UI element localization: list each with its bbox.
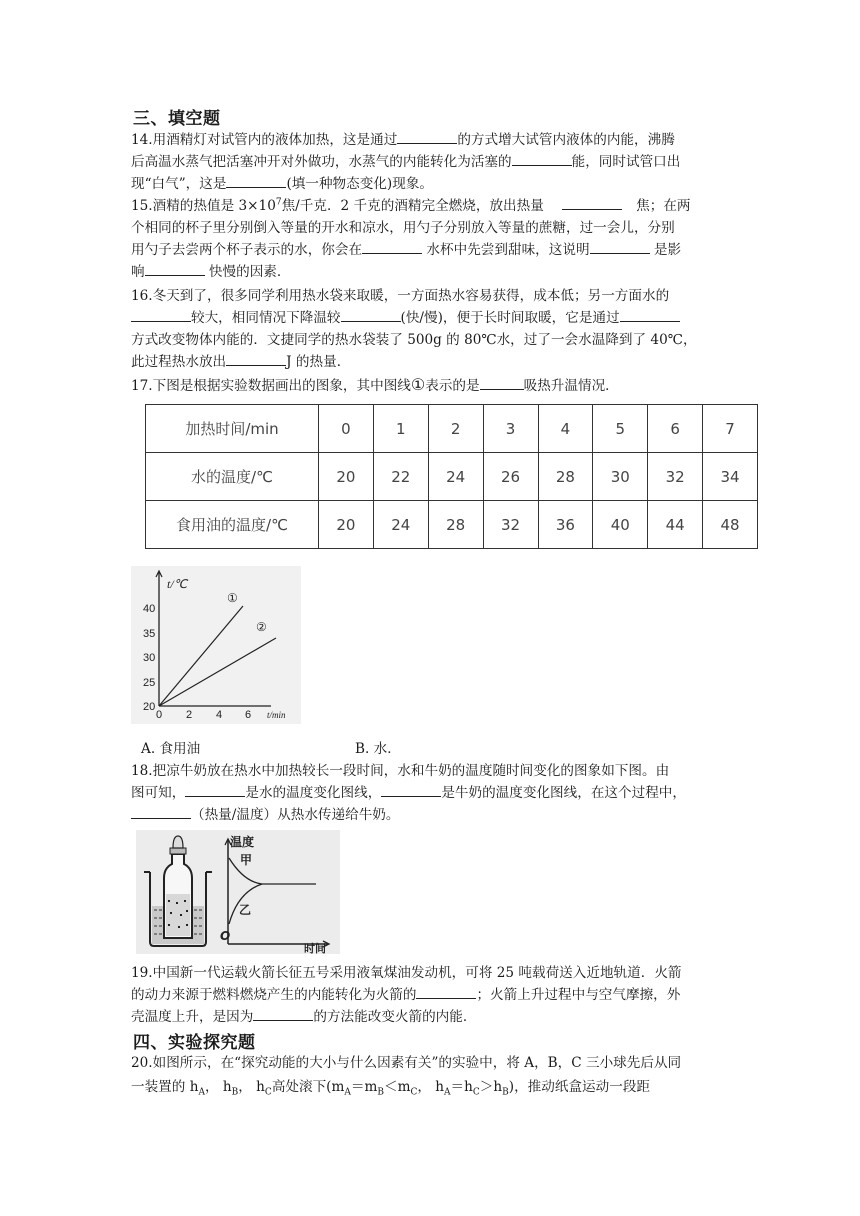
x-tick-label: 0 xyxy=(156,709,163,721)
table-cell: 32 xyxy=(483,501,538,549)
line-1-label: ① xyxy=(227,591,238,605)
answer-blank[interactable] xyxy=(590,239,650,254)
table-cell: 2 xyxy=(428,405,483,453)
y-tick-label: 20 xyxy=(143,701,156,713)
q18-line-2: 图可知， 是水的温度变化图线， 是牛奶的温度变化图线，在这个过程中， xyxy=(131,782,686,804)
q20-line-1: 20.如图所示，在“探究动能的大小与什么因素有关”的实验中，将 A，B，C 三小球先后从同 xyxy=(131,1055,682,1071)
q14-line-2: 后高温水蒸气把活塞冲开对外做功，水蒸气的内能转化为活塞的 能，同时试管口出 xyxy=(131,151,680,173)
line-2-label: ② xyxy=(256,620,267,634)
q17-line-1: 17.下图是根据实验数据画出的图象，其中图线①表示的是 吸热升温情况． xyxy=(131,375,619,394)
y-tick-label: 35 xyxy=(143,628,156,640)
table-cell: 5 xyxy=(593,405,648,453)
heating-milk-figure xyxy=(136,830,340,954)
answer-blank[interactable] xyxy=(480,375,524,390)
table-cell: 0 xyxy=(319,405,374,453)
option-a[interactable]: A. 食用油 xyxy=(141,741,201,757)
answer-blank[interactable] xyxy=(131,804,191,819)
table-cell: 4 xyxy=(538,405,593,453)
x-tick-label: 6 xyxy=(245,709,252,721)
table-cell: 28 xyxy=(538,453,593,501)
graph-background xyxy=(131,566,301,724)
q19-line-3: 壳温度上升，是因为 的方法能改变火箭的内能． xyxy=(131,1006,476,1028)
figure-x-label: 时间 xyxy=(304,942,326,954)
q15-line-2: 个相同的杯子里分别倒入等量的开水和凉水，用勺子分别放入等量的蔗糖，过一会儿，分别 xyxy=(131,220,675,236)
table-cell: 30 xyxy=(593,453,648,501)
q16-line-1: 16.冬天到了，很多同学利用热水袋来取暖，一方面热水容易获得，成本低；另一方面水的 xyxy=(131,288,670,304)
table-cell: 34 xyxy=(703,453,758,501)
table-cell: 24 xyxy=(428,453,483,501)
table-row xyxy=(146,405,758,453)
answer-blank[interactable] xyxy=(131,307,191,322)
answer-blank[interactable] xyxy=(145,261,205,276)
answer-blank[interactable] xyxy=(226,351,286,366)
curve-label-jia: 甲 xyxy=(240,853,253,867)
table-row xyxy=(146,453,758,501)
table-cell: 36 xyxy=(538,501,593,549)
section-heading-fill-blank: 三、填空题 xyxy=(133,109,221,129)
circled-number: ① xyxy=(410,375,426,394)
table-cell: 1 xyxy=(373,405,428,453)
answer-blank[interactable] xyxy=(341,307,401,322)
q19-line-1: 19.中国新一代运载火箭长征五号采用液氧煤油发动机，可将 25 吨载荷送入近地轨道．火箭 xyxy=(131,965,682,981)
table-cell: 24 xyxy=(373,501,428,549)
q14-line-1: 14.用酒精灯对试管内的液体加热，这是通过 的方式增大试管内液体的内能，沸腾 xyxy=(131,129,675,151)
table-cell: 48 xyxy=(703,501,758,549)
table-cell: 20 xyxy=(319,501,374,549)
bottle-nipple xyxy=(173,836,183,848)
q20-line-2: 一装置的 $h_A$， $h_B$， $h_C$高处滚下($m_A=m_B<m_C$， $h_A=h_C>h_B$)，推动纸盒运动一段距 xyxy=(131,1079,651,1098)
q16-line-2: 较大，相同情况下降温较 (快/慢)，便于长时间取暖，它是通过 xyxy=(131,307,680,329)
table-cell: 6 xyxy=(648,405,703,453)
table-cell: 3 xyxy=(483,405,538,453)
q16-line-3: 方式改变物体内能的．文捷同学的热水袋装了 500g 的 80℃水，过了一会水温降到了 40℃， xyxy=(131,332,697,348)
table-cell: 20 xyxy=(319,453,374,501)
table-cell: 水的温度/℃ xyxy=(146,453,319,501)
table-row xyxy=(146,501,758,549)
table-cell: 7 xyxy=(703,405,758,453)
q15-line-4: 响 快慢的因素． xyxy=(131,261,290,283)
table-cell: 26 xyxy=(483,453,538,501)
table-cell: 28 xyxy=(428,501,483,549)
answer-blank[interactable] xyxy=(226,173,286,188)
x-tick-label: 2 xyxy=(186,709,193,721)
answer-blank[interactable] xyxy=(185,782,245,797)
figure-y-label: 温度 xyxy=(230,835,255,849)
table-cell: 加热时间/min xyxy=(146,405,319,453)
answer-blank[interactable] xyxy=(397,129,457,144)
answer-blank[interactable] xyxy=(253,1006,313,1021)
answer-blank[interactable] xyxy=(620,307,680,322)
y-tick-label: 30 xyxy=(143,652,156,664)
heating-data-table xyxy=(145,404,758,549)
answer-blank[interactable] xyxy=(416,984,476,999)
table-cell: 32 xyxy=(648,453,703,501)
q18-line-3: （热量/温度）从热水传递给牛奶。 xyxy=(131,804,400,826)
section-heading-experiment: 四、实验探究题 xyxy=(133,1033,256,1053)
q15-line-3: 用勺子去尝两个杯子表示的水，你会在 水杯中先尝到甜味，这说明 是影 xyxy=(131,239,681,261)
x-axis-label: t/min xyxy=(267,710,286,720)
answer-blank[interactable] xyxy=(512,151,572,166)
answer-blank[interactable] xyxy=(362,239,422,254)
curve-label-yi: 乙 xyxy=(239,903,252,917)
y-axis-label: t/℃ xyxy=(167,577,188,591)
table-cell: 食用油的温度/℃ xyxy=(146,501,319,549)
q16-line-4: 此过程热水放出 J 的热量． xyxy=(131,351,350,373)
table-cell: 44 xyxy=(648,501,703,549)
table-cell: 40 xyxy=(593,501,648,549)
bottle-ring xyxy=(170,848,186,854)
q15-line-1: 15.酒精的热值是 $3\times 10^7$焦/千克．2 千克的酒精完全燃烧，放出热量 焦；在两 xyxy=(131,195,691,217)
x-tick-label: 4 xyxy=(216,709,223,721)
y-tick-label: 25 xyxy=(143,677,156,689)
temperature-time-graph xyxy=(131,566,301,724)
answer-blank[interactable] xyxy=(562,195,622,210)
y-tick-label: 40 xyxy=(143,603,156,615)
option-b[interactable]: B. 水． xyxy=(355,741,401,757)
table-cell: 22 xyxy=(373,453,428,501)
answer-blank[interactable] xyxy=(381,782,441,797)
q18-line-1: 18.把凉牛奶放在热水中加热较长一段时间，水和牛奶的温度随时间变化的图象如下图。由 xyxy=(131,763,670,779)
q19-line-2: 的动力来源于燃料燃烧产生的内能转化为火箭的 ；火箭上升过程中与空气摩擦，外 xyxy=(131,984,680,1006)
origin-label: O xyxy=(220,929,231,943)
q14-line-3: 现“白气”，这是 (填一种物态变化)现象。 xyxy=(131,173,433,195)
